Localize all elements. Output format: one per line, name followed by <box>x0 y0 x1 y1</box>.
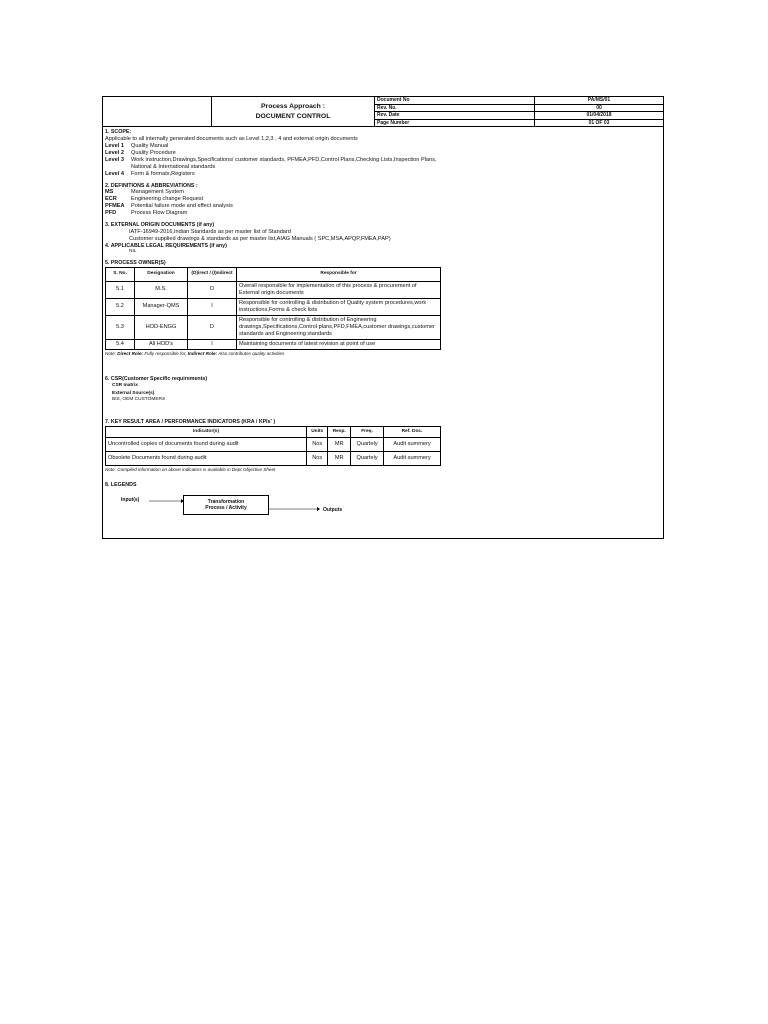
legend-input: Input(s) <box>121 496 140 503</box>
document-title <box>212 97 375 126</box>
meta-row-document-no <box>375 97 663 105</box>
table-row: 5.1 M.S. D Overall responsible for implementation of this process & procurement of External origin documents <box>106 281 441 298</box>
external-line: Customer supplied drawings & standards as per master list,AIAG Manuals ( SPC,MSA,APQP,FMEA,PAP) <box>129 235 391 242</box>
meta-key: Rev. Date <box>375 112 535 119</box>
definition-item: ECR Engineering change Request <box>105 196 204 203</box>
column-header: Freq. <box>351 426 384 437</box>
document-page <box>102 96 664 539</box>
column-header: Responsible for <box>237 267 441 281</box>
title-line-1: Process Approach : <box>261 103 325 111</box>
meta-value: 01/04/2018 <box>586 112 612 119</box>
scope-level: Level 3 Work instruction,Drawings,Specifications/ customer standards, PFMEA,PFD,Control Plans,Checking Lists,Inspection Plans, <box>105 156 437 163</box>
column-header: (D)irect / (I)ndirect <box>188 267 237 281</box>
section-heading-kra: 7. KEY RESULT AREA / PERFORMANCE INDICATORS (KRA / KPIs' ) <box>105 419 276 426</box>
definition-item: PFMEA Potential failure mode and effect analysis <box>105 203 233 210</box>
document-header <box>103 97 663 127</box>
section-heading-legal: 4. APPLICABLE LEGAL REQUIREMENTS (if any) <box>105 242 227 249</box>
owner-note: Note: Direct Role: Fully responsible for, Indirect Role: Also contributes quality activities <box>105 350 285 356</box>
meta-value: PA/MS/01 <box>587 97 611 104</box>
scope-intro: Applicable to all internally generated documents such as Level 1,2,3 , 4 and external origin documents <box>105 135 358 142</box>
scope-level: Level 2 Quality Procedure <box>105 149 176 156</box>
table-row: 5.3 HOD-ENGG D Responsible for controlling & distribution of Engineering drawings,Specifications,Control plans,PFD,FMEA,customer drawings,customer standards and Engineering standards <box>106 315 441 339</box>
meta-key: Document No <box>375 97 535 104</box>
scope-level: Level 4 Form & formats,Registers <box>105 170 195 177</box>
external-sources-label: External Source(s) <box>112 391 155 397</box>
title-line-2: DOCUMENT CONTROL <box>255 112 331 120</box>
section-heading-legends: 8. LEGENDS <box>105 482 137 489</box>
definition-item: PFD Process Flow Diagram <box>105 210 188 217</box>
legend-output: Outputs <box>323 506 343 513</box>
column-header: Indicator(s) <box>106 426 307 437</box>
kra-table <box>105 426 441 466</box>
section-heading-owners: 5. PROCESS OWNER(S) <box>105 260 166 267</box>
logo-cell <box>103 97 212 126</box>
section-heading-scope: 1. SCOPE: <box>105 129 132 135</box>
section-heading-external: 3. EXTERNAL ORIGIN DOCUMENTS (if any) <box>105 222 215 229</box>
column-header: Resp. <box>328 426 351 437</box>
column-header: S. No. <box>106 267 135 281</box>
table-header-row <box>106 426 441 437</box>
meta-value: 00 <box>596 104 602 111</box>
kra-note: Note: Compiled information on above indicators is available in Dept Objective Sheet <box>105 466 276 472</box>
document-body <box>103 127 663 521</box>
section-heading-definitions: 2. DEFINITIONS & ABBREVIATIONS : <box>105 182 198 189</box>
legend-process-box: Transformation Process / Activity <box>183 495 269 515</box>
column-header: Designation <box>135 267 188 281</box>
external-line: IATF-16949-2016,Indian Standards as per master list of Standard <box>129 228 291 235</box>
meta-key: Page Number <box>375 120 535 127</box>
meta-value: 01 OF 03 <box>588 119 610 126</box>
document-meta <box>375 97 663 126</box>
output-arrow-head <box>317 507 320 511</box>
table-header-row <box>106 267 441 281</box>
meta-key: Rev. No. <box>375 105 535 112</box>
table-row: Obsolete Documents found during audit Nos MR Quartely Audit summery <box>106 451 441 465</box>
meta-row-page-number <box>375 120 663 127</box>
legend-diagram <box>105 491 661 521</box>
column-header: Ref. Doc. <box>384 426 441 437</box>
meta-row-rev-date <box>375 112 663 120</box>
scope-level: National & International standards <box>131 163 216 170</box>
legal-value: NIL <box>129 249 137 255</box>
table-row: Uncontrolled copies of documents found during audit Nos MR Quartely Audit summery <box>106 437 441 451</box>
table-row: 5.4 All HOD's I Maintaining documents of latest revision at point of use <box>106 339 441 349</box>
definition-item: MS Management System <box>105 189 184 196</box>
section-heading-csr: 6. CSR(Customer Specific requirements) <box>105 376 208 383</box>
csr-matrix: CSR matrix <box>112 383 138 389</box>
external-sources-value: BIS, OEM CUSTOMERS <box>112 397 166 403</box>
scope-level: Level 1 Quality Manual <box>105 142 169 149</box>
table-row: 5.2 Manager-QMS I Responsible for controlling & distribution of Quality system procedures,work instructions,Forms & check lists <box>106 298 441 315</box>
meta-row-rev-no <box>375 105 663 113</box>
process-owner-table <box>105 267 441 350</box>
column-header: Units <box>307 426 328 437</box>
